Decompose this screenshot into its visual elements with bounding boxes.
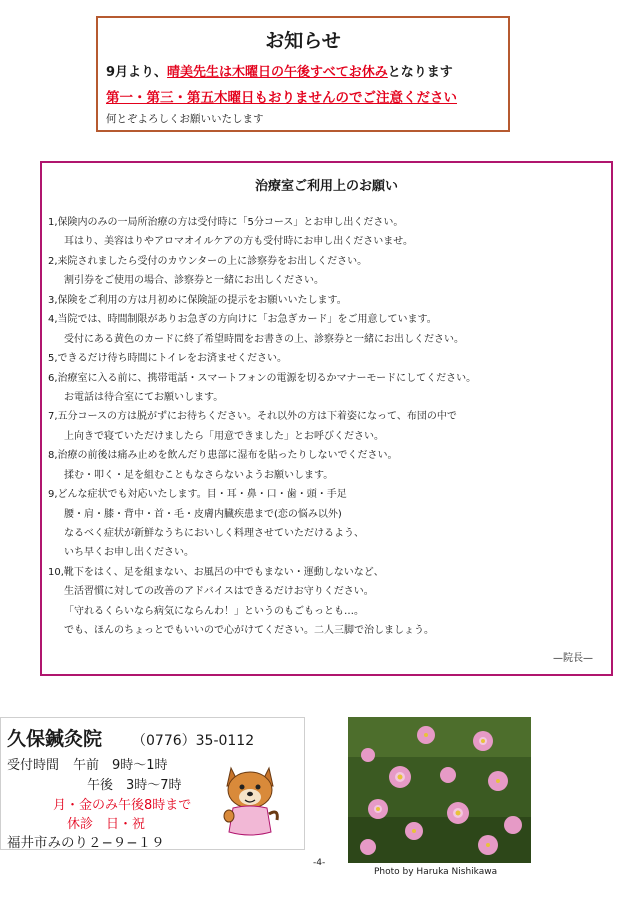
- rules-line: 腰・肩・膝・背中・首・毛・皮膚内臓疾患まで(恋の悩み以外): [64, 508, 342, 520]
- notice-line-1-pre: 9月より、: [106, 65, 168, 80]
- notice-line-1-highlight: 晴美先生は木曜日の午後すべてお休み: [167, 65, 388, 80]
- hours-late-days: 月・金のみ午後8時まで: [53, 798, 192, 813]
- rules-line: 耳はり、美容はりやアロマオイルケアの方も受付時にお申し出くださいませ。: [64, 236, 413, 248]
- rules-line: なるべく症状が新鮮なうちにおいしく料理させていただけるよう、: [64, 528, 364, 539]
- rules-line: 受付にある黄色のカードに終了希望時間をお書きの上、診察券と一緒にお出しください。: [64, 333, 464, 345]
- notice-line-2: 第一・第三・第五木曜日もおりませんのでご注意ください: [106, 90, 457, 106]
- clinic-info-card: [0, 717, 305, 850]
- rules-line: 3,保険をご利用の方は月初めに保険証の提示をお願いいたします。: [48, 294, 347, 306]
- clinic-phone: （0776）35-0112: [132, 733, 255, 749]
- closed-days: 休診 日・祝: [67, 817, 146, 832]
- rules-line: 割引券をご使用の場合、診察券と一緒にお出しください。: [64, 275, 324, 287]
- rules-signature: —院長—: [553, 653, 593, 664]
- rules-line: 7,五分コースの方は脱がずにお待ちください。それ以外の方は下着姿になって、布団の中で: [48, 411, 457, 423]
- dog-mascot-icon: [215, 758, 285, 838]
- rules-line: 揉む・叩く・足を組むこともなさらないようお願いします。: [64, 469, 334, 481]
- hours-label: 受付時間: [7, 758, 60, 773]
- clinic-address: 福井市みのり２−９−１９: [7, 835, 165, 851]
- rules-title: 治療室ご利用上のお願い: [254, 179, 398, 194]
- rules-line: 5,できるだけ待ち時間にトイレをお済ませください。: [48, 353, 288, 365]
- rules-line: 6,治療室に入る前に、携帯電話・スマートフォンの電源を切るかマナーモードにしてください。: [48, 372, 477, 384]
- rules-line: お電話は待合室にてお願いします。: [64, 391, 224, 403]
- rules-line: 9,どんな症状でも対応いたします。目・耳・鼻・口・歯・頭・手足: [48, 489, 347, 501]
- cosmos-flower-photo: [348, 717, 531, 863]
- notice-line-1-post: となります: [387, 65, 453, 80]
- photo-caption: Photo by Haruka Nishikawa: [374, 867, 498, 877]
- rules-list: [48, 213, 476, 641]
- notice-box: [96, 16, 510, 132]
- rules-line: 4,当院では、時間制限がありお急ぎの方向けに「お急ぎカード」をご用意しています。: [48, 314, 437, 326]
- rules-line: 上向きで寝ていただけましたら「用意できました」とお呼びください。: [64, 430, 384, 442]
- hours-afternoon: 午後 3時〜7時: [87, 778, 182, 793]
- rules-line: いち早くお申し出ください。: [64, 547, 194, 559]
- hours-morning: 午前 9時〜1時: [73, 758, 168, 773]
- rules-line: 生活習慣に対しての改善のアドバイスはできるだけお守りください。: [64, 586, 374, 598]
- rules-line: 「守れるくらいなら病気にならんわ！」というのもごもっとも…。: [64, 605, 364, 617]
- rules-line: でも、ほんのちょっとでもいいので心がけてください。二人三脚で治しましょう。: [64, 625, 434, 637]
- page-number: -4-: [313, 858, 326, 868]
- notice-line-1: [106, 61, 453, 80]
- notice-line-3: 何とぞよろしくお願いいたします: [106, 113, 264, 125]
- rules-line: 10,靴下をはく、足を組まない、お風呂の中でもまない・運動しないなど、: [48, 566, 384, 578]
- rules-line: 8,治療の前後は痛み止めを飲んだり患部に湿布を貼ったりしないでください。: [48, 450, 398, 462]
- rules-box: [40, 161, 613, 676]
- notice-title: お知らせ: [265, 30, 341, 52]
- clinic-name: 久保鍼灸院: [7, 728, 103, 750]
- rules-line: 2,来院されましたら受付のカウンターの上に診察券をお出しください。: [48, 255, 368, 267]
- rules-line: 1,保険内のみの一局所治療の方は受付時に「5分コース」とお申し出ください。: [48, 217, 404, 228]
